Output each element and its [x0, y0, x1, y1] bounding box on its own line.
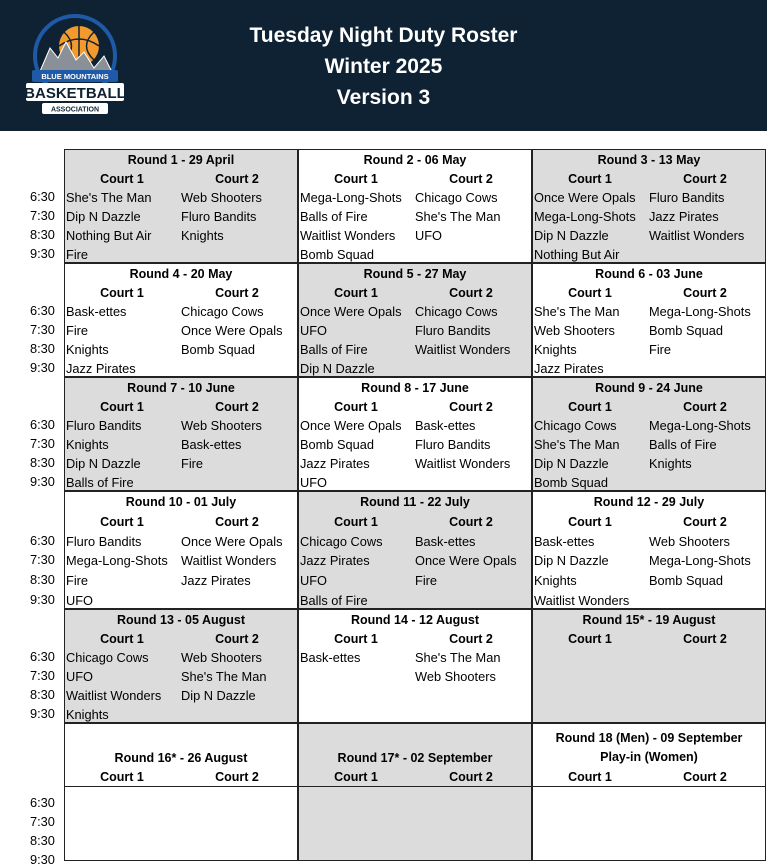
time-label: 9:30 [30, 706, 55, 721]
svg-text:BLUE MOUNTAINS: BLUE MOUNTAINS [41, 72, 109, 81]
court-1-header: Court 1 [100, 400, 144, 414]
court-2-header: Court 2 [215, 515, 259, 529]
court-2-team: Web Shooters [649, 534, 730, 549]
court-1-team: UFO [66, 593, 94, 608]
court-1-team: Bomb Squad [534, 475, 608, 490]
round-block [64, 377, 298, 491]
court-1-header: Court 1 [100, 172, 144, 186]
court-1-team: Dip N Dazzle [300, 361, 375, 376]
court-2-header: Court 2 [215, 770, 259, 784]
roster-title: Tuesday Night Duty Roster [249, 24, 518, 47]
court-1-team: Waitlist Wonders [534, 593, 630, 608]
round-block [64, 491, 298, 609]
header-banner [0, 0, 767, 131]
court-1-team: Balls of Fire [300, 209, 368, 224]
court-1-header: Court 1 [100, 515, 144, 529]
round-title: Round 3 - 13 May [597, 153, 701, 167]
court-1-header: Court 1 [568, 515, 612, 529]
court-1-team: Once Were Opals [300, 418, 402, 433]
round-block [532, 377, 766, 491]
court-2-team: Dip N Dazzle [181, 688, 256, 703]
court-1-team: Nothing But Air [534, 247, 620, 262]
round-title: Round 10 - 01 July [125, 495, 237, 509]
court-1-team: Knights [534, 573, 577, 588]
roster-season: Winter 2025 [324, 55, 443, 78]
court-2-header: Court 2 [449, 770, 493, 784]
court-1-team: Knights [534, 342, 577, 357]
time-label: 7:30 [30, 436, 55, 451]
round-title: Round 9 - 24 June [595, 381, 703, 395]
court-2-team: Fluro Bandits [649, 190, 725, 205]
time-label: 6:30 [30, 533, 55, 548]
round-block [298, 377, 532, 491]
time-label: 6:30 [30, 303, 55, 318]
court-2-team: UFO [415, 228, 443, 243]
round-block [298, 149, 532, 263]
court-1-team: She's The Man [66, 190, 152, 205]
court-1-team: Fire [66, 247, 89, 262]
court-2-header: Court 2 [683, 515, 727, 529]
court-1-team: Chicago Cows [300, 534, 383, 549]
court-2-team: Once Were Opals [181, 323, 283, 338]
round-title: Round 11 - 22 July [360, 495, 470, 509]
round-title: Round 17* - 02 September [337, 751, 493, 765]
time-label: 6:30 [30, 189, 55, 204]
round-block [532, 723, 766, 861]
court-1-team: Balls of Fire [66, 475, 134, 490]
round-title: Round 4 - 20 May [129, 267, 233, 281]
court-2-team: Mega-Long-Shots [649, 553, 751, 568]
court-2-team: Fire [181, 456, 204, 471]
court-1-team: Bask-ettes [300, 650, 361, 665]
svg-text:BASKETBALL: BASKETBALL [24, 85, 126, 102]
court-1-team: Dip N Dazzle [66, 456, 141, 471]
court-1-header: Court 1 [568, 172, 612, 186]
court-1-team: Nothing But Air [66, 228, 152, 243]
court-1-header: Court 1 [100, 770, 144, 784]
round-block [298, 491, 532, 609]
court-2-team: Mega-Long-Shots [649, 304, 751, 319]
court-1-header: Court 1 [568, 632, 612, 646]
court-1-team: Bask-ettes [534, 534, 595, 549]
round-title: Round 6 - 03 June [595, 267, 703, 281]
court-2-header: Court 2 [215, 286, 259, 300]
court-2-team: Bomb Squad [181, 342, 255, 357]
round-title: Round 1 - 29 April [127, 153, 235, 167]
court-2-team: Web Shooters [181, 190, 262, 205]
court-1-header: Court 1 [568, 400, 612, 414]
court-2-header: Court 2 [683, 400, 727, 414]
time-label: 9:30 [30, 360, 55, 375]
court-2-team: Waitlist Wonders [181, 553, 277, 568]
court-1-team: She's The Man [534, 304, 620, 319]
time-label: 9:30 [30, 592, 55, 607]
court-2-team: Bask-ettes [415, 418, 476, 433]
court-1-team: Balls of Fire [300, 593, 368, 608]
court-2-team: Mega-Long-Shots [649, 418, 751, 433]
round-block [64, 263, 298, 377]
round-title: Round 12 - 29 July [593, 495, 705, 509]
court-1-header: Court 1 [568, 770, 612, 784]
round-block [532, 491, 766, 609]
court-2-team: Knights [649, 456, 692, 471]
time-label: 7:30 [30, 552, 55, 567]
court-1-team: Bask-ettes [66, 304, 127, 319]
court-1-team: Once Were Opals [300, 304, 402, 319]
court-1-team: Fluro Bandits [66, 534, 142, 549]
court-1-team: Dip N Dazzle [66, 209, 141, 224]
round-block [64, 723, 298, 861]
court-2-team: Jazz Pirates [181, 573, 251, 588]
court-1-header: Court 1 [334, 172, 378, 186]
time-label: 9:30 [30, 852, 55, 867]
court-1-team: UFO [66, 669, 94, 684]
court-1-team: UFO [300, 323, 328, 338]
court-2-team: Fluro Bandits [181, 209, 257, 224]
round-block [298, 263, 532, 377]
court-1-team: Jazz Pirates [300, 456, 370, 471]
court-2-team: Web Shooters [181, 418, 262, 433]
court-1-team: Fluro Bandits [66, 418, 142, 433]
court-2-team: Fluro Bandits [415, 323, 491, 338]
round-block [64, 609, 298, 723]
time-label: 8:30 [30, 572, 55, 587]
court-2-team: Fire [649, 342, 672, 357]
court-2-team: Once Were Opals [415, 553, 517, 568]
court-2-team: She's The Man [415, 209, 501, 224]
round-block [64, 149, 298, 263]
court-1-header: Court 1 [334, 400, 378, 414]
court-1-team: Dip N Dazzle [534, 228, 609, 243]
court-1-team: Chicago Cows [534, 418, 617, 433]
court-1-team: Waitlist Wonders [66, 688, 162, 703]
round-title: Round 5 - 27 May [363, 267, 467, 281]
court-1-team: UFO [300, 573, 328, 588]
court-2-team: Bask-ettes [181, 437, 242, 452]
court-2-team: Jazz Pirates [649, 209, 719, 224]
court-1-team: Mega-Long-Shots [534, 209, 636, 224]
court-1-team: Jazz Pirates [534, 361, 604, 376]
court-1-team: Jazz Pirates [300, 553, 370, 568]
court-1-team: Once Were Opals [534, 190, 636, 205]
court-2-header: Court 2 [683, 172, 727, 186]
court-2-header: Court 2 [449, 515, 493, 529]
court-2-team: Bask-ettes [415, 534, 476, 549]
court-2-team: Waitlist Wonders [649, 228, 745, 243]
court-1-team: Bomb Squad [300, 437, 374, 452]
court-2-team: Fire [415, 573, 438, 588]
time-label: 9:30 [30, 246, 55, 261]
court-2-team: Web Shooters [181, 650, 262, 665]
header-separator [532, 786, 766, 787]
court-2-header: Court 2 [683, 286, 727, 300]
time-label: 9:30 [30, 474, 55, 489]
round-title: Round 16* - 26 August [114, 751, 248, 765]
court-1-team: Knights [66, 707, 109, 722]
court-1-team: Knights [66, 437, 109, 452]
court-1-header: Court 1 [100, 286, 144, 300]
round-title: Round 14 - 12 August [350, 613, 479, 627]
court-2-header: Court 2 [683, 632, 727, 646]
round-block [298, 609, 532, 723]
time-label: 6:30 [30, 649, 55, 664]
court-2-header: Court 2 [449, 286, 493, 300]
court-2-team: Chicago Cows [415, 304, 498, 319]
court-2-team: Waitlist Wonders [415, 342, 511, 357]
time-label: 8:30 [30, 227, 55, 242]
court-2-team: Fluro Bandits [415, 437, 491, 452]
round-title: Round 7 - 10 June [127, 381, 235, 395]
court-2-team: Balls of Fire [649, 437, 717, 452]
time-label: 7:30 [30, 814, 55, 829]
court-2-team: Chicago Cows [415, 190, 498, 205]
court-2-team: Waitlist Wonders [415, 456, 511, 471]
round-title: Round 15* - 19 August [582, 613, 716, 627]
court-1-team: Bomb Squad [300, 247, 374, 262]
court-1-team: Web Shooters [534, 323, 615, 338]
time-label: 6:30 [30, 795, 55, 810]
round-title: Round 18 (Men) - 09 September [555, 731, 743, 745]
court-1-header: Court 1 [568, 286, 612, 300]
court-1-team: She's The Man [534, 437, 620, 452]
header-separator [298, 786, 532, 787]
round-title: Round 8 - 17 June [361, 381, 469, 395]
court-2-header: Court 2 [215, 400, 259, 414]
court-2-header: Court 2 [215, 172, 259, 186]
court-2-header: Court 2 [449, 172, 493, 186]
court-1-team: Mega-Long-Shots [300, 190, 402, 205]
court-1-team: Dip N Dazzle [534, 553, 609, 568]
court-1-team: Chicago Cows [66, 650, 149, 665]
round-title: Round 2 - 06 May [363, 153, 467, 167]
court-1-header: Court 1 [334, 515, 378, 529]
court-1-team: Fire [66, 323, 89, 338]
court-2-team: Knights [181, 228, 224, 243]
time-label: 8:30 [30, 687, 55, 702]
time-label: 7:30 [30, 208, 55, 223]
court-1-team: Waitlist Wonders [300, 228, 396, 243]
court-2-team: Once Were Opals [181, 534, 283, 549]
svg-text:ASSOCIATION: ASSOCIATION [50, 106, 100, 114]
roster-version: Version 3 [336, 86, 431, 109]
court-2-header: Court 2 [449, 632, 493, 646]
court-2-team: Chicago Cows [181, 304, 264, 319]
court-2-team: She's The Man [181, 669, 267, 684]
time-label: 8:30 [30, 341, 55, 356]
court-2-team: She's The Man [415, 650, 501, 665]
round-block [532, 149, 766, 263]
court-1-team: Jazz Pirates [66, 361, 136, 376]
court-1-team: UFO [300, 475, 328, 490]
round-title: Round 13 - 05 August [116, 613, 245, 627]
round-subtitle: Play-in (Women) [600, 750, 698, 764]
time-label: 8:30 [30, 833, 55, 848]
round-block [532, 609, 766, 723]
round-block [298, 723, 532, 861]
court-2-team: Bomb Squad [649, 573, 723, 588]
court-1-header: Court 1 [100, 632, 144, 646]
time-label: 8:30 [30, 455, 55, 470]
court-1-team: Mega-Long-Shots [66, 553, 168, 568]
court-1-header: Court 1 [334, 632, 378, 646]
court-1-team: Knights [66, 342, 109, 357]
court-1-header: Court 1 [334, 286, 378, 300]
time-label: 6:30 [30, 417, 55, 432]
court-2-header: Court 2 [215, 632, 259, 646]
court-2-team: Bomb Squad [649, 323, 723, 338]
time-label: 7:30 [30, 668, 55, 683]
court-2-team: Web Shooters [415, 669, 496, 684]
court-1-team: Fire [66, 573, 89, 588]
court-2-header: Court 2 [449, 400, 493, 414]
round-block [532, 263, 766, 377]
time-label: 7:30 [30, 322, 55, 337]
court-1-team: Balls of Fire [300, 342, 368, 357]
court-1-team: Dip N Dazzle [534, 456, 609, 471]
court-2-header: Court 2 [683, 770, 727, 784]
court-1-header: Court 1 [334, 770, 378, 784]
header-separator [64, 786, 298, 787]
